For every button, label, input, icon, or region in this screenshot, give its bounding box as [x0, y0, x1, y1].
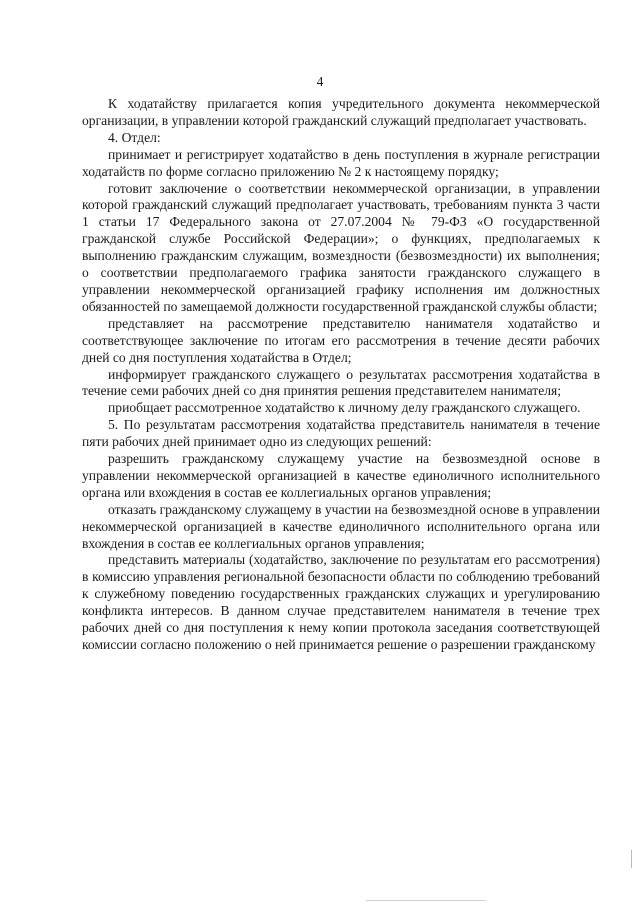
paragraph-section-4-heading: 4. Отдел:	[108, 129, 161, 145]
scan-artifact-right	[631, 850, 632, 868]
paragraph-submit-to-employer: представляет на рассмотрение представителю нанимателя ходатайство и соответствующее заключение по итогам его рассмотрения в течение десяти рабочих дней со дня поступления ходатайства в Отдел;	[82, 315, 600, 365]
paragraph-inform-employee: информирует гражданского служащего о результатах рассмотрения ходатайства в течение семи рабочих дней со дня принятия решения представителем нанимателя;	[82, 366, 600, 399]
paragraph-decision-commission: представить материалы (ходатайство, заключение по результатам его рассмотрения) в комиссию управления региональной безопасности области по соблюдению требований к служебному поведению государственных гражданских служащих и урегулированию конфликта интересов. В данном случае представителем нанимателя в течение трех рабочих дней со дня поступления к нему копии протокола заседания соответствующей комиссии согласно положению о ней принимается решение о разрешении гражданскому	[82, 552, 600, 652]
paragraph-decision-permit: разрешить гражданскому служащему участие на безвозмездной основе в управлении некоммерческой организацией в качестве единоличного исполнительного органа или вхождения в состав ее коллегиальных органов управления;	[82, 451, 600, 500]
paragraph-attach-to-file: приобщает рассмотренное ходатайство к личному делу гражданского служащего.	[108, 400, 581, 416]
page-number: 4	[316, 74, 324, 89]
paragraph-decision-refuse: отказать гражданскому служащему в участии на безвозмездной основе в управлении некоммерческой организацией в качестве единоличного исполнительного органа или вхождения в состав ее коллегиальных органов управления;	[82, 501, 600, 551]
paragraph-attachment: К ходатайству прилагается копия учредительного документа некоммерческой организации, в управлении которой гражданский служащий предполагает участвовать.	[82, 96, 600, 128]
document-body	[82, 96, 600, 654]
scan-artifact-bottom	[366, 900, 486, 901]
paragraph-prepare-conclusion: готовит заключение о соответствии некоммерческой организации, в управлении которой гражданский служащий предполагает участвовать, требованиям пункта 3 части 1 статьи 17 Федерального закона от 27.07.2004 № 79-ФЗ «О государственной гражданской службе Российской Федерации»; о функциях, предполагаемых к выполнению гражданским служащим, возмездности (безвозмездности) их выполнения; о соответствии предполагаемого графика занятости гражданского служащего в управлении некоммерческой организацией графику исполнения им должностных обязанностей по замещаемой должности государственной гражданской службы области;	[82, 180, 600, 314]
paragraph-section-5-heading: 5. По результатам рассмотрения ходатайства представитель нанимателя в течение пяти рабочих дней принимает одно из следующих решений:	[82, 417, 600, 450]
paragraph-register-petition: принимает и регистрирует ходатайство в день поступления в журнале регистрации ходатайств по форме согласно приложению № 2 к настоящему порядку;	[82, 146, 600, 179]
